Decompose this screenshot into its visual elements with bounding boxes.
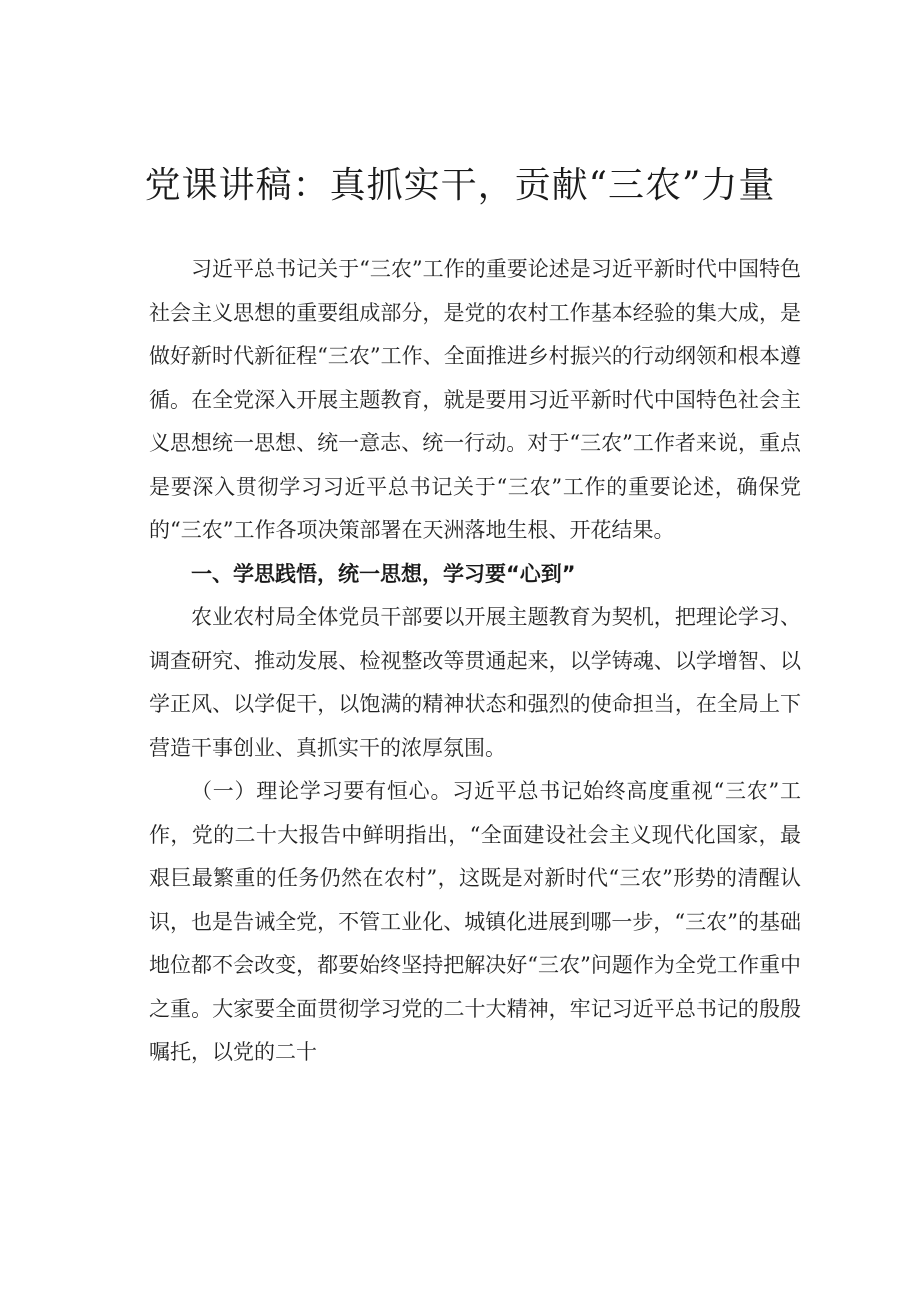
document-body <box>149 248 801 1075</box>
section-heading-1: 一、学思践悟，统一思想，学习要“心到” <box>191 561 576 586</box>
section-1-paragraph: 农业农村局全体党员干部要以开展主题教育为契机，把理论学习、调查研究、推动发展、检视整改等贯通起来，以学铸魂、以学增智、以学正风、以学促干，以饱满的精神状态和强烈的使命担当，在全局上下营造干事创业、真抓实干的浓厚氛围。 <box>149 605 801 760</box>
intro-paragraph: 习近平总书记关于“三农”工作的重要论述是习近平新时代中国特色社会主义思想的重要组成部分，是党的农村工作基本经验的集大成，是做好新时代新征程“三农”工作、全面推进乡村振兴的行动纲领和根本遵循。在全党深入开展主题教育，就是要用习近平新时代中国特色社会主义思想统一思想、统一意志、统一行动。对于“三农”工作者来说，重点是要深入贯彻学习习近平总书记关于“三农”工作的重要论述，确保党的“三农”工作各项决策部署在天洲落地生根、开花结果。 <box>149 257 801 542</box>
subsection-1-paragraph: （一）理论学习要有恒心。习近平总书记始终高度重视“三农”工作，党的二十大报告中鲜明指出，“全面建设社会主义现代化国家，最艰巨最繁重的任务仍然在农村”，这既是对新时代“三农”形势的清醒认识，也是告诫全党，不管工业化、城镇化进展到哪一步，“三农”的基础地位都不会改变，都要始终坚持把解决好“三农”问题作为全党工作重中之重。大家要全面贯彻学习党的二十大精神，牢记习近平总书记的殷殷嘱托，以党的二十 <box>149 779 801 1064</box>
document-title: 党课讲稿：真抓实干，贡献“三农”力量 <box>144 165 776 206</box>
